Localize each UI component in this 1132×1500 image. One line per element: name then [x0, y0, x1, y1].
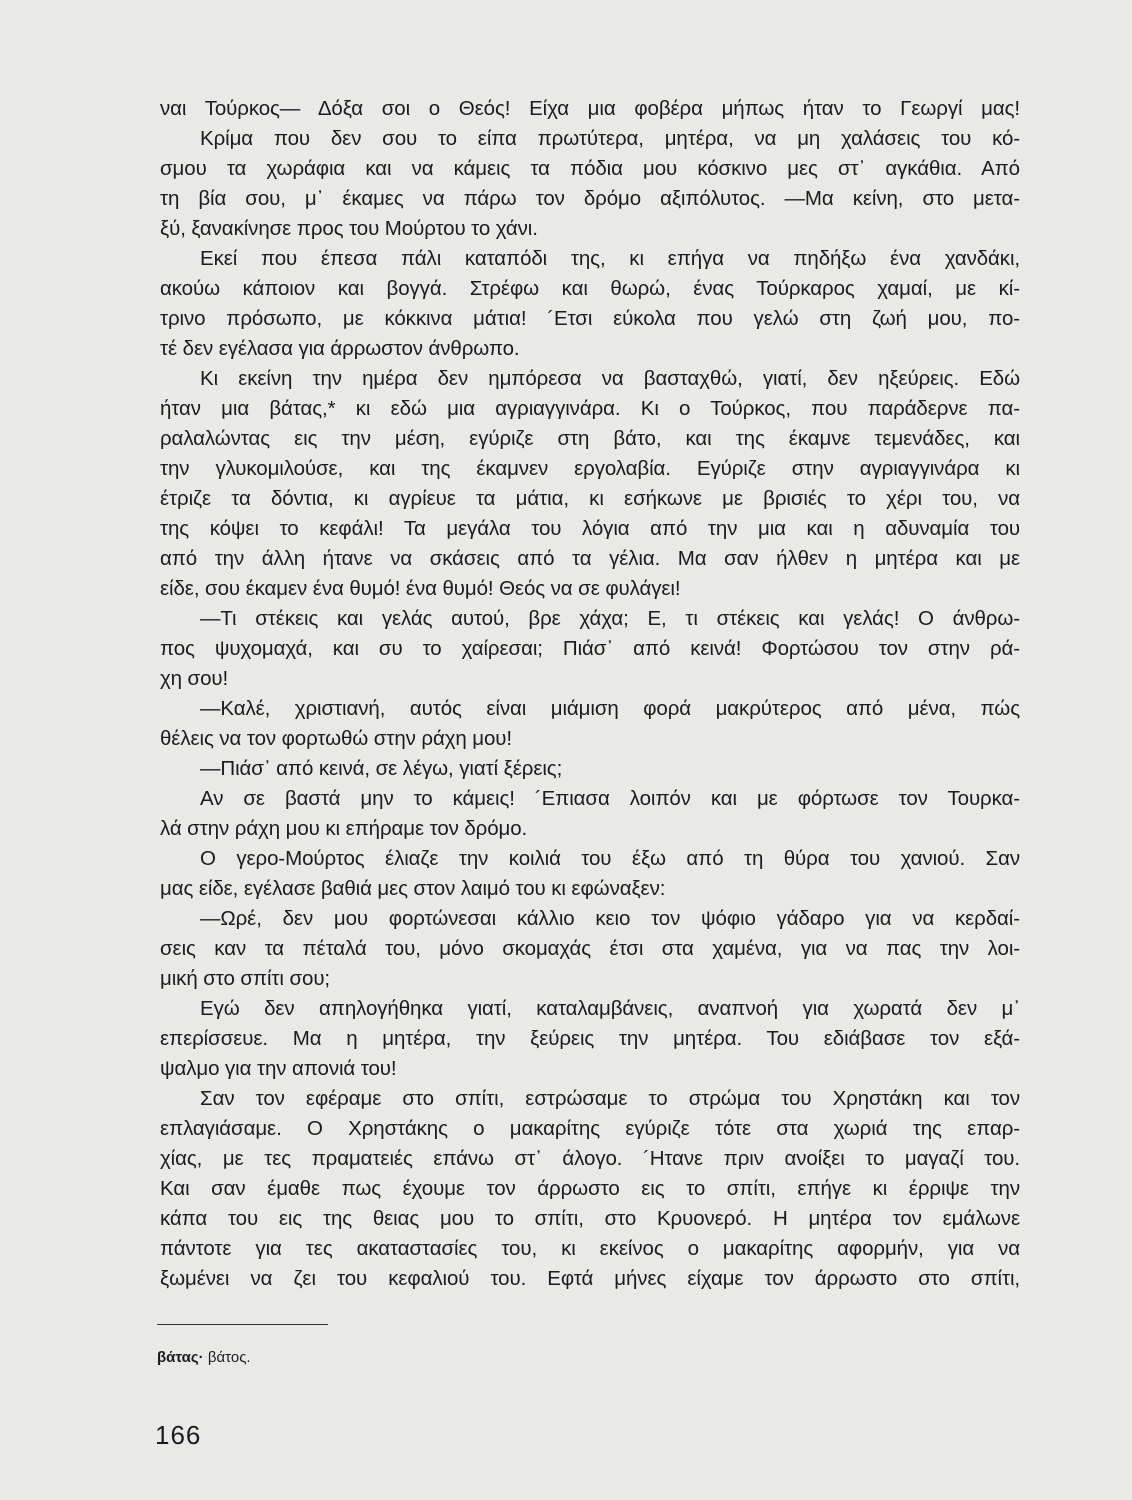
text-line: λά στην ράχη μου κι επήραμε τον δρόμο.: [160, 817, 528, 840]
text-line: την γλυκομιλούσε, και της έκαμνεν εργολαβία. Εγύριζε στην αγριαγγινάρα κι: [160, 457, 1020, 480]
text-line: ήταν μια βάτας,* κι εδώ μια αγριαγγινάρα. Κι ο Τούρκος, που παράδερνε πα-: [160, 397, 1020, 420]
text-line: τρινο πρόσωπο, με κόκκινα μάτια! ´Ετσι εύκολα που γελώ στη ζωή μου, πο-: [160, 307, 1020, 330]
text-line: Εγώ δεν απηλογήθηκα γιατί, καταλαμβάνεις, αναπνοή για χωρατά δεν μ᾽: [200, 997, 1020, 1020]
text-line: έτριζε τα δόντια, κι αγρίευε τα μάτια, κι εσήκωνε με βρισιές το χέρι του, να: [160, 487, 1020, 510]
text-line: πάντοτε για τες ακαταστασίες του, κι εκείνος ο μακαρίτης αφορμήν, για να: [160, 1237, 1020, 1260]
text-line: επερίσσευε. Μα η μητέρα, την ξεύρεις την μητέρα. Του εδιάβασε τον εξά-: [160, 1027, 1020, 1050]
text-line: ναι Τούρκος— Δόξα σοι ο Θεός! Είχα μια φοβέρα μήπως ήταν το Γεωργί μας!: [160, 97, 1020, 120]
text-line: ακούω κάποιον και βογγά. Στρέφω και θωρώ, ένας Τούρκαρος χαμαί, με κί-: [160, 277, 1020, 300]
text-line: Σαν τον εφέραμε στο σπίτι, εστρώσαμε το στρώμα του Χρηστάκη και τον: [200, 1087, 1020, 1110]
text-line: Ο γερο-Μούρτος έλιαζε την κοιλιά του έξω από τη θύρα του χανιού. Σαν: [200, 847, 1020, 870]
text-line: ξωμένει να ζει του κεφαλιού του. Εφτά μήνες είχαμε τον άρρωστο στο σπίτι,: [160, 1267, 1020, 1290]
text-line: —Ωρέ, δεν μου φορτώνεσαι κάλλιο κειο τον ψόφιο γάδαρο για να κερδαί-: [200, 907, 1020, 930]
page-number: 166: [155, 1420, 202, 1450]
text-line: χη σου!: [160, 667, 229, 690]
footnote-term: βάτας·: [157, 1349, 204, 1366]
text-line: σεις καν τα πέταλά του, μόνο σκομαχάς έτσι στα χαμένα, για να πας την λοι-: [160, 937, 1020, 960]
body-text: [160, 94, 1020, 1294]
text-line: θέλεις να τον φορτωθώ στην ράχη μου!: [160, 727, 512, 750]
text-line: ξύ, ξανακίνησε προς του Μούρτου το χάνι.: [160, 217, 538, 240]
text-line: πος ψυχομαχά, και συ το χαίρεσαι; Πιάσ᾽ από κεινά! Φορτώσου τον στην ρά-: [160, 637, 1020, 660]
text-line: ψαλμο για την απονιά του!: [160, 1057, 397, 1080]
text-line: τέ δεν εγέλασα για άρρωστον άνθρωπο.: [160, 337, 520, 360]
text-line: από την άλλη ήτανε να σκάσεις από τα γέλια. Μα σαν ήλθεν η μητέρα και με: [160, 547, 1020, 570]
text-line: Κι εκείνη την ημέρα δεν ημπόρεσα να βασταχθώ, γιατί, δεν ηξεύρεις. Εδώ: [200, 367, 1020, 390]
footnote: [157, 1349, 251, 1366]
text-line: επλαγιάσαμε. Ο Χρηστάκης ο μακαρίτης εγύριζε τότε στα χωριά της επαρ-: [160, 1117, 1020, 1140]
text-line: μας είδε, εγέλασε βαθιά μες στον λαιμό του κι εφώναξεν:: [160, 877, 666, 900]
text-line: Αν σε βαστά μην το κάμεις! ´Επιασα λοιπόν και με φόρτωσε τον Τουρκα-: [200, 787, 1020, 810]
text-line: ραλαλώντας εις την μέση, εγύριζε στη βάτο, και της έκαμνε τεμενάδες, και: [160, 427, 1020, 450]
text-line: τη βία σου, μ᾽ έκαμες να πάρω τον δρόμο αξιπόλυτος. —Μα κείνη, στο μετα-: [160, 187, 1020, 210]
text-line: —Καλέ, χριστιανή, αυτός είναι μιάμιση φορά μακρύτερος από μένα, πώς: [200, 697, 1020, 720]
text-line: Και σαν έμαθε πως έχουμε τον άρρωστο εις το σπίτι, επήγε κι έρριψε την: [160, 1177, 1020, 1200]
text-line: κάπα του εις της θειας μου το σπίτι, στο Κρυονερό. Η μητέρα τον εμάλωνε: [160, 1207, 1020, 1230]
footnote-divider: [157, 1324, 328, 1325]
text-line: μική στο σπίτι σου;: [160, 967, 331, 990]
text-line: —Τι στέκεις και γελάς αυτού, βρε χάχα; Ε, τι στέκεις και γελάς! Ο άνθρω-: [200, 607, 1020, 630]
text-line: Κρίμα που δεν σου το είπα πρωτύτερα, μητέρα, να μη χαλάσεις του κό-: [200, 127, 1020, 150]
text-line: χίας, με τες πραματειές επάνω στ᾽ άλογο. ´Ητανε πριν ανοίξει το μαγαζί του.: [160, 1147, 1020, 1170]
text-line: σμου τα χωράφια και να κάμεις τα πόδια μου κόσκινο μες στ᾽ αγκάθια. Από: [160, 157, 1020, 180]
footnote-definition: βάτος.: [203, 1349, 251, 1366]
text-line: —Πιάσ᾽ από κεινά, σε λέγω, γιατί ξέρεις;: [200, 757, 563, 780]
text-line: της κόψει το κεφάλι! Τα μεγάλα του λόγια από την μια και η αδυναμία του: [160, 517, 1020, 540]
text-line: Εκεί που έπεσα πάλι καταπόδι της, κι επήγα να πηδήξω ένα χανδάκι,: [200, 247, 1020, 270]
text-line: είδε, σου έκαμεν ένα θυμό! ένα θυμό! Θεός να σε φυλάγει!: [160, 577, 681, 600]
